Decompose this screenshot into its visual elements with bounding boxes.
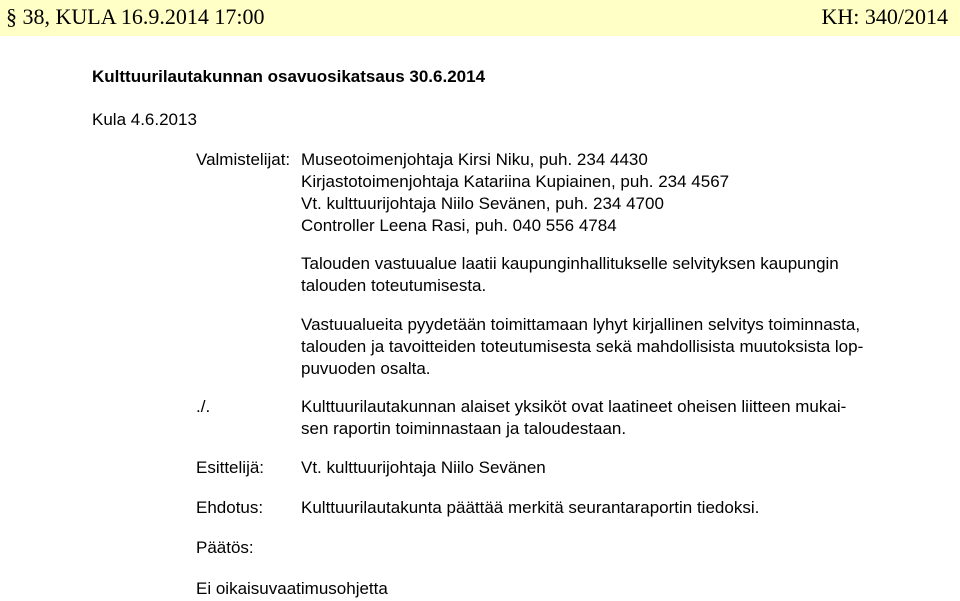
footer-note: Ei oikaisuvaatimusohjetta	[196, 579, 388, 598]
reference-date: Kula 4.6.2013	[92, 110, 197, 129]
preparer-line: Kirjastotoimenjohtaja Katariina Kupiainen, puh. 234 4567	[301, 172, 730, 191]
header-section-ref: § 38, KULA 16.9.2014 17:00	[6, 4, 265, 29]
proposal-value: Kulttuurilautakunta päättää merkitä seurantaraportin tiedoksi.	[301, 498, 760, 517]
paragraph-line: talouden toteutumisesta.	[301, 276, 487, 295]
paragraph-line: talouden ja tavoitteiden toteutumisesta sekä mahdollisista muutoksista lop-	[301, 337, 864, 356]
preparer-line: Museotoimenjohtaja Kirsi Niku, puh. 234 4430	[301, 150, 648, 169]
attachment-marker: ./.	[196, 397, 211, 416]
decision-label: Päätös:	[196, 538, 254, 557]
paragraph-line: Vastuualueita pyydetään toimittamaan lyhyt kirjallinen selvitys toiminnasta,	[301, 315, 861, 334]
document-title: Kulttuurilautakunnan osavuosikatsaus 30.6.2014	[92, 67, 486, 86]
preparers-label: Valmistelijat:	[196, 150, 291, 169]
proposal-label: Ehdotus:	[196, 498, 264, 517]
header-kh-ref: KH: 340/2014	[821, 4, 948, 29]
preparer-line: Controller Leena Rasi, puh. 040 556 4784	[301, 216, 617, 235]
paragraph-line: Talouden vastuualue laatii kaupunginhallitukselle selvityksen kaupungin	[301, 254, 839, 273]
paragraph-line: Kulttuurilautakunnan alaiset yksiköt ovat laatineet oheisen liitteen mukai-	[301, 397, 847, 416]
paragraph-line: puvuoden osalta.	[301, 359, 431, 378]
page-header	[0, 0, 960, 36]
presenter-value: Vt. kulttuurijohtaja Niilo Sevänen	[301, 458, 546, 477]
paragraph-line: sen raportin toiminnastaan ja taloudestaan.	[301, 419, 627, 438]
presenter-label: Esittelijä:	[196, 458, 265, 477]
preparer-line: Vt. kulttuurijohtaja Niilo Sevänen, puh. 234 4700	[301, 194, 664, 213]
